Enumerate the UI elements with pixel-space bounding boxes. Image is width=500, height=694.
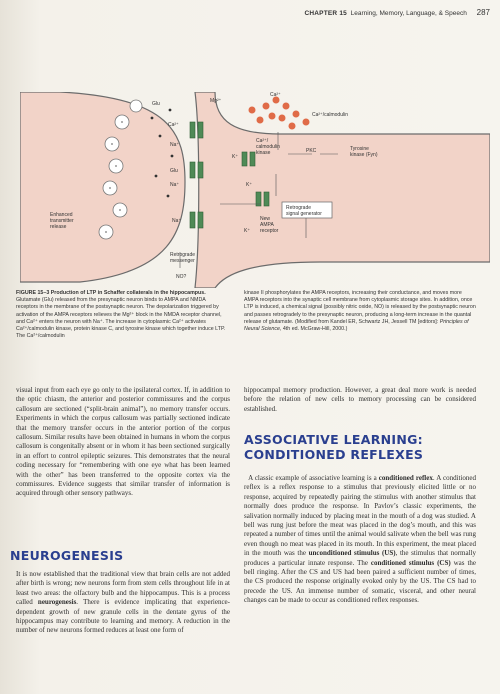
figure-caption-left xyxy=(16,290,228,340)
chapter-label: CHAPTER 15 xyxy=(304,10,347,17)
fig-label-pkc: PKC xyxy=(306,148,317,154)
fig-label-mg: Mg²⁺ xyxy=(210,98,222,104)
running-header xyxy=(305,8,491,17)
fig-label-ca-left: Ca²⁺ xyxy=(168,122,179,128)
postsynaptic-neuron xyxy=(195,92,490,288)
fig-label-no: NO? xyxy=(176,274,187,280)
fig-label-retro-msg-1: Retrograde xyxy=(170,252,196,258)
fig-label-retro-gen-2: signal generator xyxy=(286,211,322,217)
fig-label-tyrosine-1: Tyrosine xyxy=(350,146,369,152)
figure-number: FIGURE 15–3 xyxy=(16,290,50,296)
fig-label-release: release xyxy=(50,224,67,230)
fig-label-glu: Glu xyxy=(152,101,160,107)
fig-label-k3: K⁺ xyxy=(244,228,250,234)
fig-label-k2: K⁺ xyxy=(246,182,252,188)
fig-label-tyrosine-2: kinase (Fyn) xyxy=(350,152,378,158)
presynaptic-terminal xyxy=(20,92,185,282)
fig-label-new-ampa-1: New xyxy=(260,216,271,222)
fig-label-retro-msg-2: messenger xyxy=(170,258,195,264)
figure-title: Production of LTP in Schaffer collaterals in the hippocampus. xyxy=(50,290,206,296)
fig-label-new-ampa-3: receptor xyxy=(260,228,279,234)
fig-label-na-mid: Na⁺ xyxy=(170,182,180,188)
ltp-figure xyxy=(20,92,490,288)
right-column-paragraph: hippocampal memory production. However, a great deal more work is needed before the relation of new cells to memory processing can be considered established. xyxy=(244,386,476,413)
caption-citation: (Modified from Kandel ER, Schwartz JH, Jessell TM [editors]: Principles of Neural Science, 4th ed. McGraw-Hill, 2000.) xyxy=(244,318,469,333)
fig-label-new-ampa-2: AMPA xyxy=(260,222,274,228)
fig-label-ca-right: Ca²⁺ xyxy=(270,92,281,98)
section-heading-associative-learning: ASSOCIATIVE LEARNING: CONDITIONED REFLEXES xyxy=(244,432,424,462)
fig-label-camk-3: kinase xyxy=(256,150,271,156)
neurogenesis-paragraph: It is now established that the traditional view that brain cells are not added after birth is wrong; new neurons form from stem cells throughout life in at least two areas: the olfactory bulb and the hippocampus. This is a process called neurogenesis. There is evidence implicating that experience-dependent growth of new granule cells in the dentate gyrus of the hippocampus may contribute to learning and memory. A reduction in the number of new neurons formed reduces at least one form of xyxy=(16,570,230,635)
fig-label-na-left: Na⁺ xyxy=(170,142,180,148)
fig-label-enhanced: Enhanced xyxy=(50,212,73,218)
conditioned-reflex-paragraph: A classic example of associative learning is a conditioned reflex. A conditioned reflex is a reflex response to a stimulus that previously elicited little or no response, acquired by repeatedly pairing the stimulus with another stimulus that normally does produce the response. In Pavlov’s classic experiments, the salivation normally induced by placing meat in the mouth of a dog was studied. A bell was rung just before the meat was placed in the dog’s mouth, and this was repeated a number of times until the animal would salivate when the bell was rung even though no meat was placed in its mouth. In this experiment, the meat placed in the mouth was the unconditioned stimulus (US), the stimulus that normally produces a particular innate response. The conditioned stimulus (CS) was the bell ringing. After the CS and US had been paired a sufficient number of times, the CS produced the response originally evoked only by the US. The CS had to precede the US. An immense number of somatic, visceral, and other neural changes can be made to occur as conditioned reflex responses. xyxy=(244,474,477,605)
fig-label-retro-gen-1: Retrograde xyxy=(286,205,312,211)
calcium-ions xyxy=(249,97,310,130)
fig-label-camk-2: calmodulin xyxy=(256,144,280,150)
fig-label-camk-1: Ca²⁺/ xyxy=(256,138,269,144)
page-number: 287 xyxy=(476,8,490,17)
figure-caption-right xyxy=(244,290,476,333)
fig-label-k1: K⁺ xyxy=(232,154,238,160)
caption-text-right: kinase II phosphorylates the AMPA receptors, increasing their conductance, and moves more AMPA receptors into the synaptic cell membrane from cytoplasmic storage sites. In addition, once LTP is induced, a chemical signal (possibly nitric oxide, NO) is released by the postsynaptic neuron and passes retrogradely to the presynaptic neuron, producing a long-term increase in the quantal release of glutamate. xyxy=(244,290,476,325)
fig-label-transmitter: transmitter xyxy=(50,218,74,224)
fig-label-glu-mid: Glu xyxy=(170,168,178,174)
fig-label-ca-calmodulin: Ca²⁺/calmodulin xyxy=(312,112,348,118)
caption-text-left: Glutamate (Glu) released from the presynaptic neuron binds to AMPA and NMDA receptors in the membrane of the postsynaptic neuron. The depolarization triggered by activation of the AMPA receptors relieves the Mg²⁺ block in the NMDA receptor channel, and Ca²⁺ enters the neuron with Na⁺. The increase in cytoplasmic Ca²⁺ activates Ca²⁺/calmodulin kinase, protein kinase C, and tyrosine kinase which together induce LTP. The Ca²⁺/calmodulin xyxy=(16,297,226,340)
fig-label-na-low: Na⁺ xyxy=(172,218,182,224)
chapter-title: Learning, Memory, Language, & Speech xyxy=(350,10,467,17)
section-heading-neurogenesis: NEUROGENESIS xyxy=(10,548,124,563)
left-column-paragraph: visual input from each eye go only to the ipsilateral cortex. If, in addition to the optic chiasm, the anterior and posterior commissures and the corpus callosum are sectioned (“split-brain animal”), no memory transfer occurs. Experiments in which the corpus callosum was partially sectioned indicate that the memory transfer occurs in the anterior portion of the corpus callosum. Similar results have been obtained in humans in whom the corpus callosum is congenitally absent or in whom it has been sectioned surgically in an effort to control epileptic seizures. This demonstrates that the neural coding necessary for “remembering with one eye what has been learned with the other” has been transferred to the opposite cortex via the commissures. Evidence suggests that similar transfer of information is acquired through other sensory pathways. xyxy=(16,386,230,498)
